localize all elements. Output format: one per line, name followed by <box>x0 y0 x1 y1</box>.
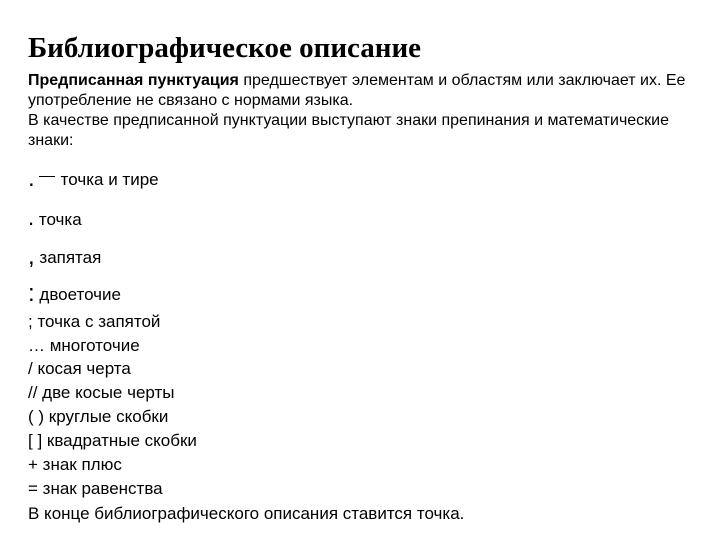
list-item: ; точка с запятой <box>28 312 161 331</box>
intro-paragraph-1 <box>28 71 688 111</box>
list-item-comma <box>28 243 101 271</box>
list-item-text: точка и тире <box>60 170 159 189</box>
list-item-text: двоеточие <box>34 285 121 304</box>
list-item: / косая черта <box>28 359 131 378</box>
list-item-text: точка <box>34 210 82 229</box>
dot-symbol: . <box>28 165 35 192</box>
list-item-dot <box>28 205 82 231</box>
slide <box>28 0 708 540</box>
list-item: ( ) круглые скобки <box>28 407 169 426</box>
slide-title: Библиографическое описание <box>28 32 422 64</box>
intro-lead-rest: предшествует элементам и областям или заключает их. Ее употребление не связано с нормами языка. <box>28 72 686 109</box>
list-item: + знак плюс <box>28 455 122 474</box>
dash-symbol <box>39 176 55 177</box>
intro-text <box>28 71 688 151</box>
dot-symbol: . <box>28 205 35 230</box>
closing-note: В конце библиографического описания ставится точка. <box>28 504 465 523</box>
list-item: [ ] квадратные скобки <box>28 431 197 450</box>
intro-lead-term: Предписанная пунктуация <box>28 72 239 89</box>
intro-paragraph-2: В качестве предписанной пунктуации выступают знаки препинания и математические знаки: <box>28 112 670 149</box>
list-item: = знак равенства <box>28 479 163 498</box>
list-item-dot-dash <box>28 165 159 193</box>
colon-symbol: : <box>28 280 35 307</box>
list-item-colon <box>28 280 121 308</box>
comma-symbol: , <box>28 243 35 270</box>
list-item: … многоточие <box>28 336 140 355</box>
list-item: // две косые черты <box>28 383 175 402</box>
list-item-text: запятая <box>34 248 102 267</box>
